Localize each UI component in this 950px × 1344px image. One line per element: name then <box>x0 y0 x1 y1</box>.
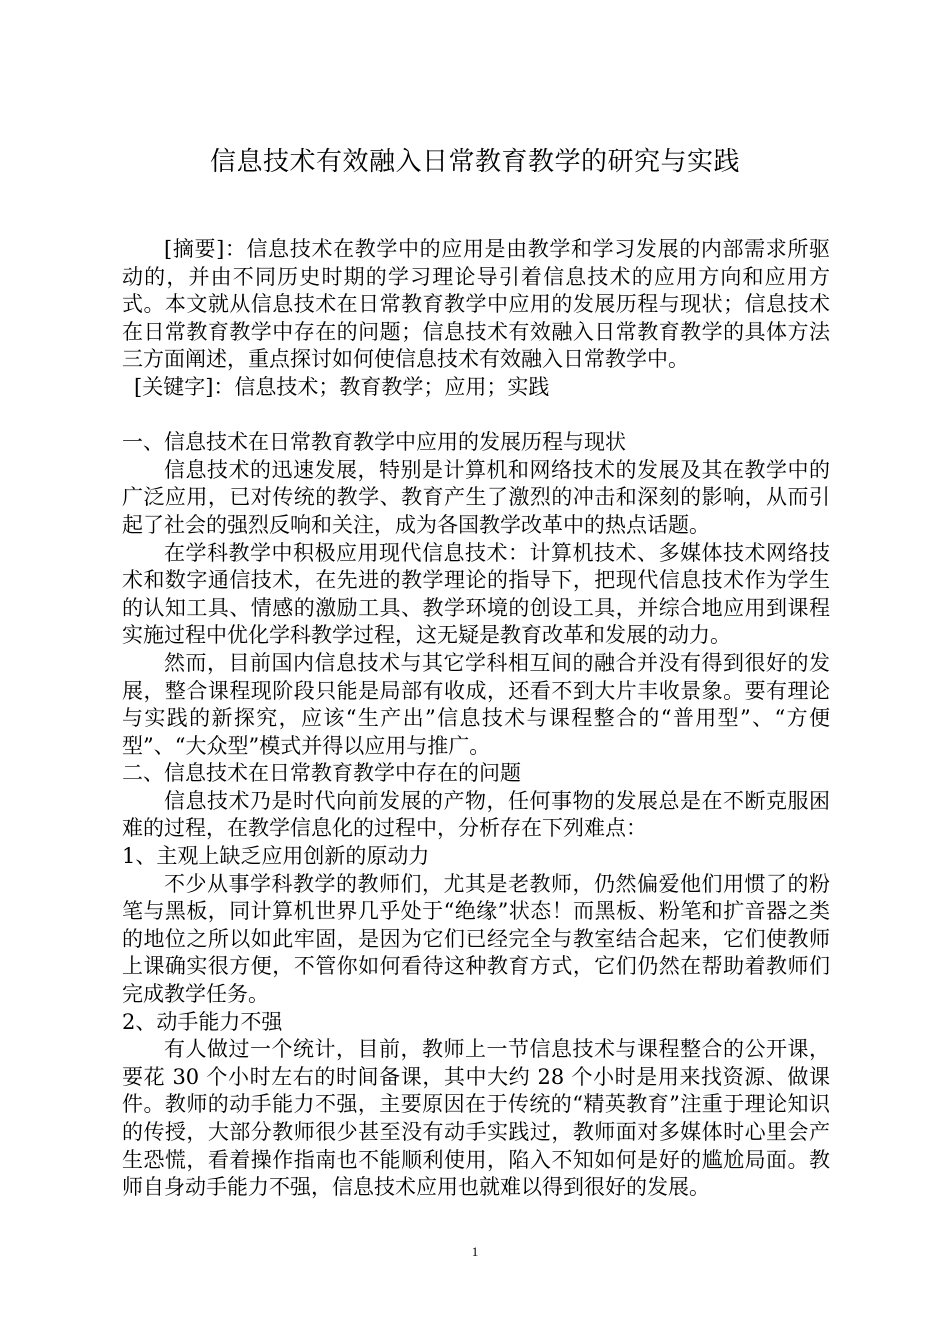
subsection-1-heading: 1、主观上缺乏应用创新的原动力 <box>122 844 430 869</box>
section-2-intro: 信息技术乃是时代向前发展的产物，任何事物的发展总是在不断克服困难的过程，在教学信息化的过程中，分析存在下列难点： <box>122 788 830 841</box>
section-1-paragraph-3: 然而，目前国内信息技术与其它学科相互间的融合并没有得到很好的发展，整合课程现阶段只能是局部有收成，还看不到大片丰收景象。要有理论与实践的新探究，应该“生产出”信息技术与课程整合的“普用型”、“方便型”、“大众型”模式并得以应用与推广。 <box>122 650 830 758</box>
document-body <box>122 236 830 1202</box>
page-number: 1 <box>471 1244 479 1259</box>
subsection-2-paragraph: 有人做过一个统计，目前，教师上一节信息技术与课程整合的公开课，要花 30 个小时左右的时间备课，其中大约 28 个小时是用来找资源、做课件。教师的动手能力不强，主要原因在于传统的“精英教育”注重于理论知识的传授，大部分教师很少甚至没有动手实践过，教师面对多媒体时心里会产生恐慌，看着操作指南也不能顺利使用，陷入不知如何是好的尴尬局面。教师自身动手能力不强，信息技术应用也就难以得到很好的发展。 <box>122 1037 830 1200</box>
section-1-paragraph-1: 信息技术的迅速发展，特别是计算机和网络技术的发展及其在教学中的广泛应用，已对传统的教学、教育产生了激烈的冲击和深刻的影响，从而引起了社会的强烈反响和关注，成为各国教学改革中的热点话题。 <box>122 457 830 537</box>
section-1-paragraph-2: 在学科教学中积极应用现代信息技术：计算机技术、多媒体技术网络技术和数字通信技术，在先进的教学理论的指导下，把现代信息技术作为学生的认知工具、情感的激励工具、教学环境的创设工具，并综合地应用到课程实施过程中优化学科教学过程，这无疑是教育改革和发展的动力。 <box>122 540 830 648</box>
keywords-line: [关键字]：信息技术；教育教学；应用；实践 <box>134 374 550 399</box>
section-2-heading: 二、信息技术在日常教育教学中存在的问题 <box>122 761 521 786</box>
subsection-1-paragraph: 不少从事学科教学的教师们，尤其是老教师，仍然偏爱他们用惯了的粉笔与黑板，同计算机世界几乎处于“绝缘”状态！而黑板、粉笔和扩音器之类的地位之所以如此牢固，是因为它们已经完全与教室结合起来，它们使教师上课确实很方便，不管你如何看待这种教育方式，它们仍然在帮助着教师们完成教学任务。 <box>122 871 830 1007</box>
section-1-heading: 一、信息技术在日常教育教学中应用的发展历程与现状 <box>122 430 626 455</box>
subsection-2-heading: 2、动手能力不强 <box>122 1009 283 1034</box>
document-title: 信息技术有效融入日常教育教学的研究与实践 <box>209 147 740 177</box>
abstract-paragraph: [摘要]：信息技术在教学中的应用是由教学和学习发展的内部需求所驱动的，并由不同历史时期的学习理论导引着信息技术的应用方向和应用方式。本文就从信息技术在日常教育教学中应用的发展历程与现状；信息技术在日常教育教学中存在的问题；信息技术有效融入日常教育教学的具体方法三方面阐述，重点探讨如何使信息技术有效融入日常教学中。 <box>122 237 830 372</box>
blank-line <box>122 402 830 430</box>
